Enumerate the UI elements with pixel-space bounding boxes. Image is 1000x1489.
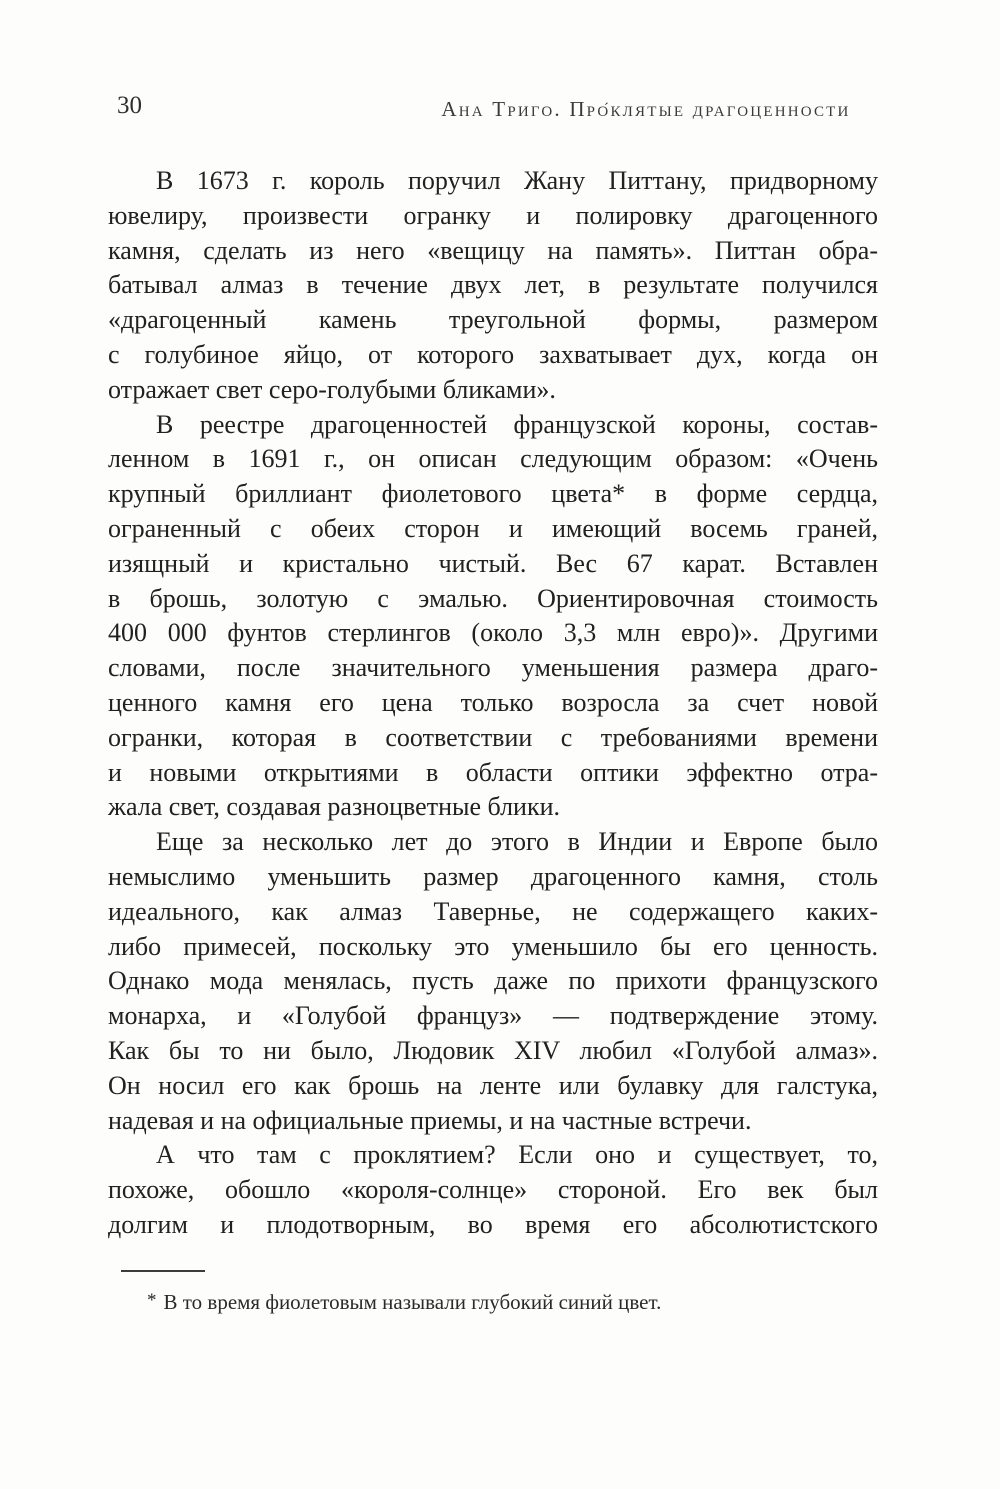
paragraph xyxy=(108,1138,878,1242)
footnote-rule xyxy=(121,1270,205,1272)
text-line: Он носил его как брошь на ленте или булавку для галстука, xyxy=(108,1070,878,1100)
text-line: батывал алмаз в течение двух лет, в результате получился xyxy=(108,270,878,300)
text-line: отражает свет серо-голубыми бликами». xyxy=(108,374,556,404)
text-line: В 1673 г. король поручил Жану Питтану, придворному xyxy=(156,166,878,195)
text-line: с голубиное яйцо, от которого захватывает дух, когда он xyxy=(108,339,878,369)
text-line: ценного камня его цена только возросла за счет новой xyxy=(108,687,878,717)
paragraph xyxy=(108,825,878,1138)
text-block xyxy=(108,164,878,1317)
paragraphs-container xyxy=(108,164,878,1243)
footnote-text xyxy=(108,1289,878,1317)
text-line: долгим и плодотворным, во время его абсолютистского xyxy=(108,1209,878,1239)
text-line: огранки, которая в соответствии с требованиями времени xyxy=(108,722,878,752)
text-line: либо примесей, поскольку это уменьшило бы его ценность. xyxy=(108,931,878,961)
text-line: немыслимо уменьшить размер драгоценного камня, столь xyxy=(108,861,878,891)
text-line: идеального, как алмаз Тавернье, не содержащего каких- xyxy=(108,896,878,926)
text-line: Еще за несколько лет до этого в Индии и Европе было xyxy=(156,827,878,857)
footnote-marker: * xyxy=(147,1289,157,1311)
text-line: ювелиру, произвести огранку и полировку драгоценного xyxy=(108,200,878,230)
text-line: изящный и кристально чистый. Вес 67 карат. Вставлен xyxy=(108,548,878,578)
footnote xyxy=(108,1270,878,1317)
page-number: 30 xyxy=(117,92,142,119)
paragraph xyxy=(108,164,878,408)
text-line: и новыми открытиями в области оптики эффектно отра- xyxy=(108,757,878,787)
text-line: камня, сделать из него «вещицу на память». Питтан обра- xyxy=(108,235,878,265)
text-line: А что там с проклятием? Если оно и существует, то, xyxy=(156,1140,878,1170)
text-line: монарха, и «Голубой француз» — подтверждение этому. xyxy=(108,1001,878,1031)
text-line: жала свет, создавая разноцветные блики. xyxy=(108,792,561,822)
running-title: Ана Триго. Про́клятые драгоценности xyxy=(441,97,851,121)
text-line: ограненный с обеих сторон и имеющий восемь граней, xyxy=(108,513,878,543)
text-line: Однако мода менялась, пусть даже по прихоти французского xyxy=(108,966,878,996)
text-line: крупный бриллиант фиолетового цвета* в форме сердца, xyxy=(108,479,878,509)
text-line: надевая и на официальные приемы, и на частные встречи. xyxy=(108,1105,752,1135)
text-line: в брошь, золотую с эмалью. Ориентировочная стоимость xyxy=(108,583,878,613)
text-line: Как бы то ни было, Людовик XIV любил «Голубой алмаз». xyxy=(108,1035,878,1065)
text-line: «драгоценный камень треугольной формы, размером xyxy=(108,305,878,335)
text-line: похоже, обошло «короля-солнце» стороной. Его век был xyxy=(108,1175,878,1205)
paragraph xyxy=(108,408,878,826)
text-line: ленном в 1691 г., он описан следующим образом: «Очень xyxy=(108,444,878,474)
text-line: В реестре драгоценностей французской короны, состав- xyxy=(156,409,878,439)
text-line: словами, после значительного уменьшения размера драго- xyxy=(108,653,878,683)
text-line: 400 000 фунтов стерлингов (около 3,3 млн евро)». Другими xyxy=(108,618,878,648)
footnote-text-content: В то время фиолетовым называли глубокий синий цвет. xyxy=(163,1289,662,1314)
